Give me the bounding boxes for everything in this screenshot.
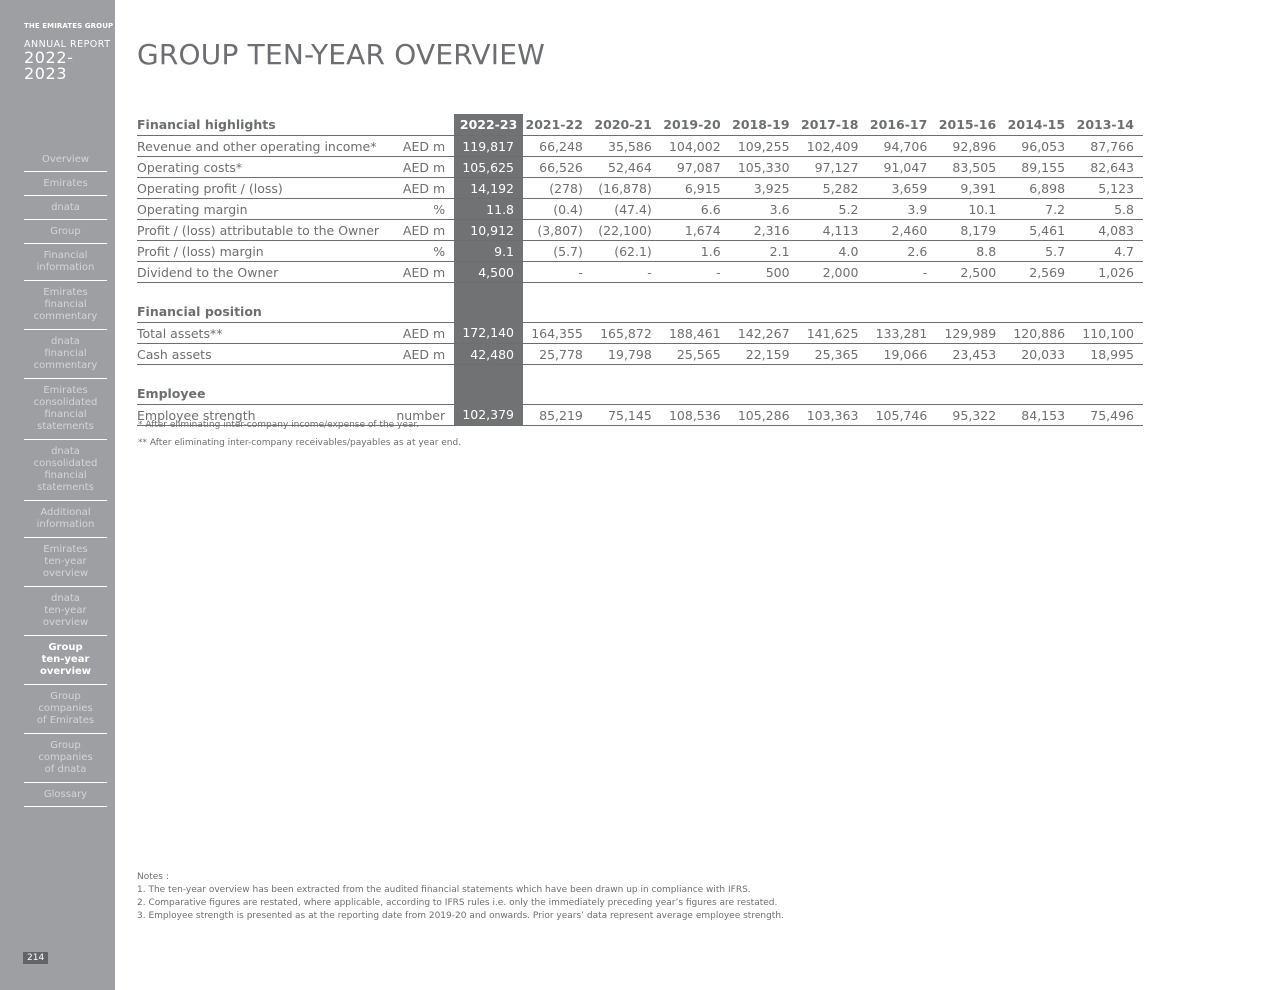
value-cell: -: [523, 262, 592, 283]
footnote-assets: ** After eliminating inter-company receivables/payables as at year end.: [138, 438, 462, 448]
sidebar-item-group-companies-of-emirates[interactable]: Group companies of Emirates: [24, 685, 107, 734]
value-cell: (47.4): [592, 199, 661, 220]
row-label: Employee strength: [137, 405, 396, 426]
blank-cell: [396, 365, 454, 405]
sidebar-item-group[interactable]: Group: [24, 220, 107, 244]
value-cell: 102,379: [454, 405, 523, 426]
value-cell: 83,505: [936, 157, 1005, 178]
value-cell: 7.2: [1005, 199, 1074, 220]
value-cell: (22,100): [592, 220, 661, 241]
value-cell: 4,500: [454, 262, 523, 283]
value-cell: 8,179: [936, 220, 1005, 241]
unit-header: [396, 114, 454, 136]
row-label: Total assets**: [137, 323, 396, 344]
value-cell: 91,047: [867, 157, 936, 178]
value-cell: 23,453: [936, 344, 1005, 365]
value-cell: 19,066: [867, 344, 936, 365]
page-title: GROUP TEN-YEAR OVERVIEW: [137, 38, 546, 71]
value-cell: 102,409: [799, 136, 868, 157]
value-cell: 105,746: [867, 405, 936, 426]
row-unit: AED m: [396, 344, 454, 365]
table-row: [137, 220, 1143, 241]
sidebar-item-financial-information[interactable]: Financial information: [24, 244, 107, 281]
sidebar-item-group-companies-of-dnata[interactable]: Group companies of dnata: [24, 734, 107, 783]
blank-cell: [1074, 365, 1143, 405]
sidebar-nav: [24, 148, 107, 807]
value-cell: 3.6: [730, 199, 799, 220]
sidebar-item-dnata-consolidated-financial-statements[interactable]: dnata consolidated financial statements: [24, 440, 107, 501]
value-cell: 14,192: [454, 178, 523, 199]
row-unit: %: [396, 241, 454, 262]
blank-cell: [1074, 283, 1143, 323]
table-header-row: [137, 114, 1143, 136]
blank-cell: [454, 365, 523, 405]
year-header: 2016-17: [867, 114, 936, 136]
value-cell: -: [661, 262, 730, 283]
value-cell: -: [592, 262, 661, 283]
value-cell: 25,778: [523, 344, 592, 365]
value-cell: 3,925: [730, 178, 799, 199]
value-cell: 75,145: [592, 405, 661, 426]
blank-cell: [799, 283, 868, 323]
blank-cell: [454, 283, 523, 323]
row-unit: AED m: [396, 262, 454, 283]
table-row: [137, 157, 1143, 178]
value-cell: 129,989: [936, 323, 1005, 344]
value-cell: 5,282: [799, 178, 868, 199]
notes-heading: Notes :: [137, 872, 169, 882]
value-cell: 164,355: [523, 323, 592, 344]
year-header: 2021-22: [523, 114, 592, 136]
value-cell: 6.6: [661, 199, 730, 220]
brand-report-year: 2022-2023: [24, 48, 74, 83]
row-unit: number: [396, 405, 454, 426]
blank-cell: [730, 283, 799, 323]
sidebar-item-dnata-ten-year-overview[interactable]: dnata ten-year overview: [24, 587, 107, 636]
note-item: 2. Comparative figures are restated, where applicable, according to IFRS rules i.e. only the immediately preceding year’s figures are restated.: [137, 898, 778, 908]
table-row: [137, 199, 1143, 220]
row-label: Profit / (loss) attributable to the Owner: [137, 220, 396, 241]
blank-cell: [396, 283, 454, 323]
blank-cell: [867, 283, 936, 323]
value-cell: 8.8: [936, 241, 1005, 262]
value-cell: 18,995: [1074, 344, 1143, 365]
value-cell: 20,033: [1005, 344, 1074, 365]
row-label: Dividend to the Owner: [137, 262, 396, 283]
value-cell: 500: [730, 262, 799, 283]
value-cell: 9.1: [454, 241, 523, 262]
blank-cell: [1005, 365, 1074, 405]
section-heading: Financial position: [137, 283, 396, 323]
blank-cell: [799, 365, 868, 405]
value-cell: 10.1: [936, 199, 1005, 220]
row-label: Operating costs*: [137, 157, 396, 178]
value-cell: 4,083: [1074, 220, 1143, 241]
value-cell: 104,002: [661, 136, 730, 157]
value-cell: 89,155: [1005, 157, 1074, 178]
value-cell: (16,878): [592, 178, 661, 199]
value-cell: 6,898: [1005, 178, 1074, 199]
blank-cell: [523, 283, 592, 323]
row-unit: AED m: [396, 220, 454, 241]
blank-cell: [661, 283, 730, 323]
blank-cell: [936, 283, 1005, 323]
value-cell: 2,460: [867, 220, 936, 241]
table-row: [137, 344, 1143, 365]
row-unit: AED m: [396, 323, 454, 344]
value-cell: 66,248: [523, 136, 592, 157]
table-row: [137, 323, 1143, 344]
value-cell: 4.0: [799, 241, 868, 262]
value-cell: 22,159: [730, 344, 799, 365]
value-cell: 5.2: [799, 199, 868, 220]
value-cell: 2,316: [730, 220, 799, 241]
value-cell: 75,496: [1074, 405, 1143, 426]
year-header: 2015-16: [936, 114, 1005, 136]
row-unit: AED m: [396, 136, 454, 157]
value-cell: 9,391: [936, 178, 1005, 199]
blank-cell: [1005, 283, 1074, 323]
value-cell: 6,915: [661, 178, 730, 199]
row-label: Revenue and other operating income*: [137, 136, 396, 157]
value-cell: 85,219: [523, 405, 592, 426]
value-cell: 105,625: [454, 157, 523, 178]
value-cell: 42,480: [454, 344, 523, 365]
table-row: [137, 262, 1143, 283]
row-label: Operating profit / (loss): [137, 178, 396, 199]
value-cell: (5.7): [523, 241, 592, 262]
blank-cell: [867, 365, 936, 405]
value-cell: 5,461: [1005, 220, 1074, 241]
value-cell: 105,330: [730, 157, 799, 178]
value-cell: 4,113: [799, 220, 868, 241]
value-cell: 141,625: [799, 323, 868, 344]
value-cell: -: [867, 262, 936, 283]
ten-year-overview-table: [137, 114, 1143, 426]
section-heading: Employee: [137, 365, 396, 405]
year-header: 2013-14: [1074, 114, 1143, 136]
year-header: 2022-23: [454, 114, 523, 136]
value-cell: 25,365: [799, 344, 868, 365]
section-heading-row: [137, 283, 1143, 323]
value-cell: 2.6: [867, 241, 936, 262]
note-item: 3. Employee strength is presented as at the reporting date from 2019-20 and onwards. Prior years’ data represent average employee strength.: [137, 911, 784, 921]
value-cell: 96,053: [1005, 136, 1074, 157]
section-heading: Financial highlights: [137, 114, 396, 136]
value-cell: 1,674: [661, 220, 730, 241]
year-header: 2018-19: [730, 114, 799, 136]
value-cell: 108,536: [661, 405, 730, 426]
row-label: Cash assets: [137, 344, 396, 365]
value-cell: 172,140: [454, 323, 523, 344]
brand-block: [24, 22, 115, 82]
value-cell: 10,912: [454, 220, 523, 241]
sidebar-item-dnata[interactable]: dnata: [24, 196, 107, 220]
year-header: 2020-21: [592, 114, 661, 136]
value-cell: 142,267: [730, 323, 799, 344]
value-cell: 120,886: [1005, 323, 1074, 344]
value-cell: 105,286: [730, 405, 799, 426]
value-cell: 5,123: [1074, 178, 1143, 199]
value-cell: 87,766: [1074, 136, 1143, 157]
value-cell: 97,127: [799, 157, 868, 178]
value-cell: 119,817: [454, 136, 523, 157]
sidebar-item-overview[interactable]: Overview: [24, 148, 107, 172]
value-cell: (62.1): [592, 241, 661, 262]
brand-group-name: THE EMIRATES GROUP: [24, 22, 114, 30]
sidebar-item-emirates-financial-commentary[interactable]: Emirates financial commentary: [24, 281, 107, 330]
value-cell: 2,569: [1005, 262, 1074, 283]
row-unit: %: [396, 199, 454, 220]
sidebar-item-group-ten-year-overview[interactable]: Group ten-year overview: [24, 636, 107, 685]
value-cell: 2.1: [730, 241, 799, 262]
table-row: [137, 136, 1143, 157]
blank-cell: [661, 365, 730, 405]
sidebar-item-emirates-consolidated-financial-statements[interactable]: Emirates consolidated financial statements: [24, 379, 107, 440]
value-cell: 94,706: [867, 136, 936, 157]
blank-cell: [592, 283, 661, 323]
sidebar-item-dnata-financial-commentary[interactable]: dnata financial commentary: [24, 330, 107, 379]
value-cell: 66,526: [523, 157, 592, 178]
value-cell: 1,026: [1074, 262, 1143, 283]
value-cell: 103,363: [799, 405, 868, 426]
value-cell: (278): [523, 178, 592, 199]
value-cell: 110,100: [1074, 323, 1143, 344]
blank-cell: [730, 365, 799, 405]
year-header: 2019-20: [661, 114, 730, 136]
note-item: 1. The ten-year overview has been extracted from the audited financial statements which have been drawn up in compliance with IFRS.: [137, 885, 751, 895]
value-cell: 19,798: [592, 344, 661, 365]
value-cell: 97,087: [661, 157, 730, 178]
notes-block: [137, 871, 784, 923]
section-heading-row: [137, 365, 1143, 405]
row-label: Operating margin: [137, 199, 396, 220]
value-cell: (3,807): [523, 220, 592, 241]
value-cell: 165,872: [592, 323, 661, 344]
footnote-income: * After eliminating inter-company income/expense of the year.: [138, 420, 420, 430]
value-cell: 3,659: [867, 178, 936, 199]
year-header: 2017-18: [799, 114, 868, 136]
brand-report-label: ANNUAL REPORT: [24, 39, 111, 50]
table-row: [137, 178, 1143, 199]
page-number: 214: [23, 952, 48, 964]
blank-cell: [936, 365, 1005, 405]
value-cell: 188,461: [661, 323, 730, 344]
sidebar-item-emirates[interactable]: Emirates: [24, 172, 107, 196]
row-unit: AED m: [396, 157, 454, 178]
value-cell: 2,500: [936, 262, 1005, 283]
value-cell: 52,464: [592, 157, 661, 178]
value-cell: 25,565: [661, 344, 730, 365]
sidebar-item-additional-information[interactable]: Additional information: [24, 501, 107, 538]
value-cell: 5.7: [1005, 241, 1074, 262]
row-unit: AED m: [396, 178, 454, 199]
value-cell: (0.4): [523, 199, 592, 220]
row-label: Profit / (loss) margin: [137, 241, 396, 262]
table-row: [137, 241, 1143, 262]
value-cell: 35,586: [592, 136, 661, 157]
value-cell: 82,643: [1074, 157, 1143, 178]
value-cell: 3.9: [867, 199, 936, 220]
value-cell: 84,153: [1005, 405, 1074, 426]
sidebar: [0, 0, 115, 990]
year-header: 2014-15: [1005, 114, 1074, 136]
blank-cell: [523, 365, 592, 405]
value-cell: 11.8: [454, 199, 523, 220]
sidebar-item-emirates-ten-year-overview[interactable]: Emirates ten-year overview: [24, 538, 107, 587]
value-cell: 109,255: [730, 136, 799, 157]
value-cell: 2,000: [799, 262, 868, 283]
value-cell: 5.8: [1074, 199, 1143, 220]
sidebar-item-glossary[interactable]: Glossary: [24, 783, 107, 807]
blank-cell: [592, 365, 661, 405]
value-cell: 95,322: [936, 405, 1005, 426]
value-cell: 92,896: [936, 136, 1005, 157]
value-cell: 133,281: [867, 323, 936, 344]
value-cell: 1.6: [661, 241, 730, 262]
value-cell: 4.7: [1074, 241, 1143, 262]
